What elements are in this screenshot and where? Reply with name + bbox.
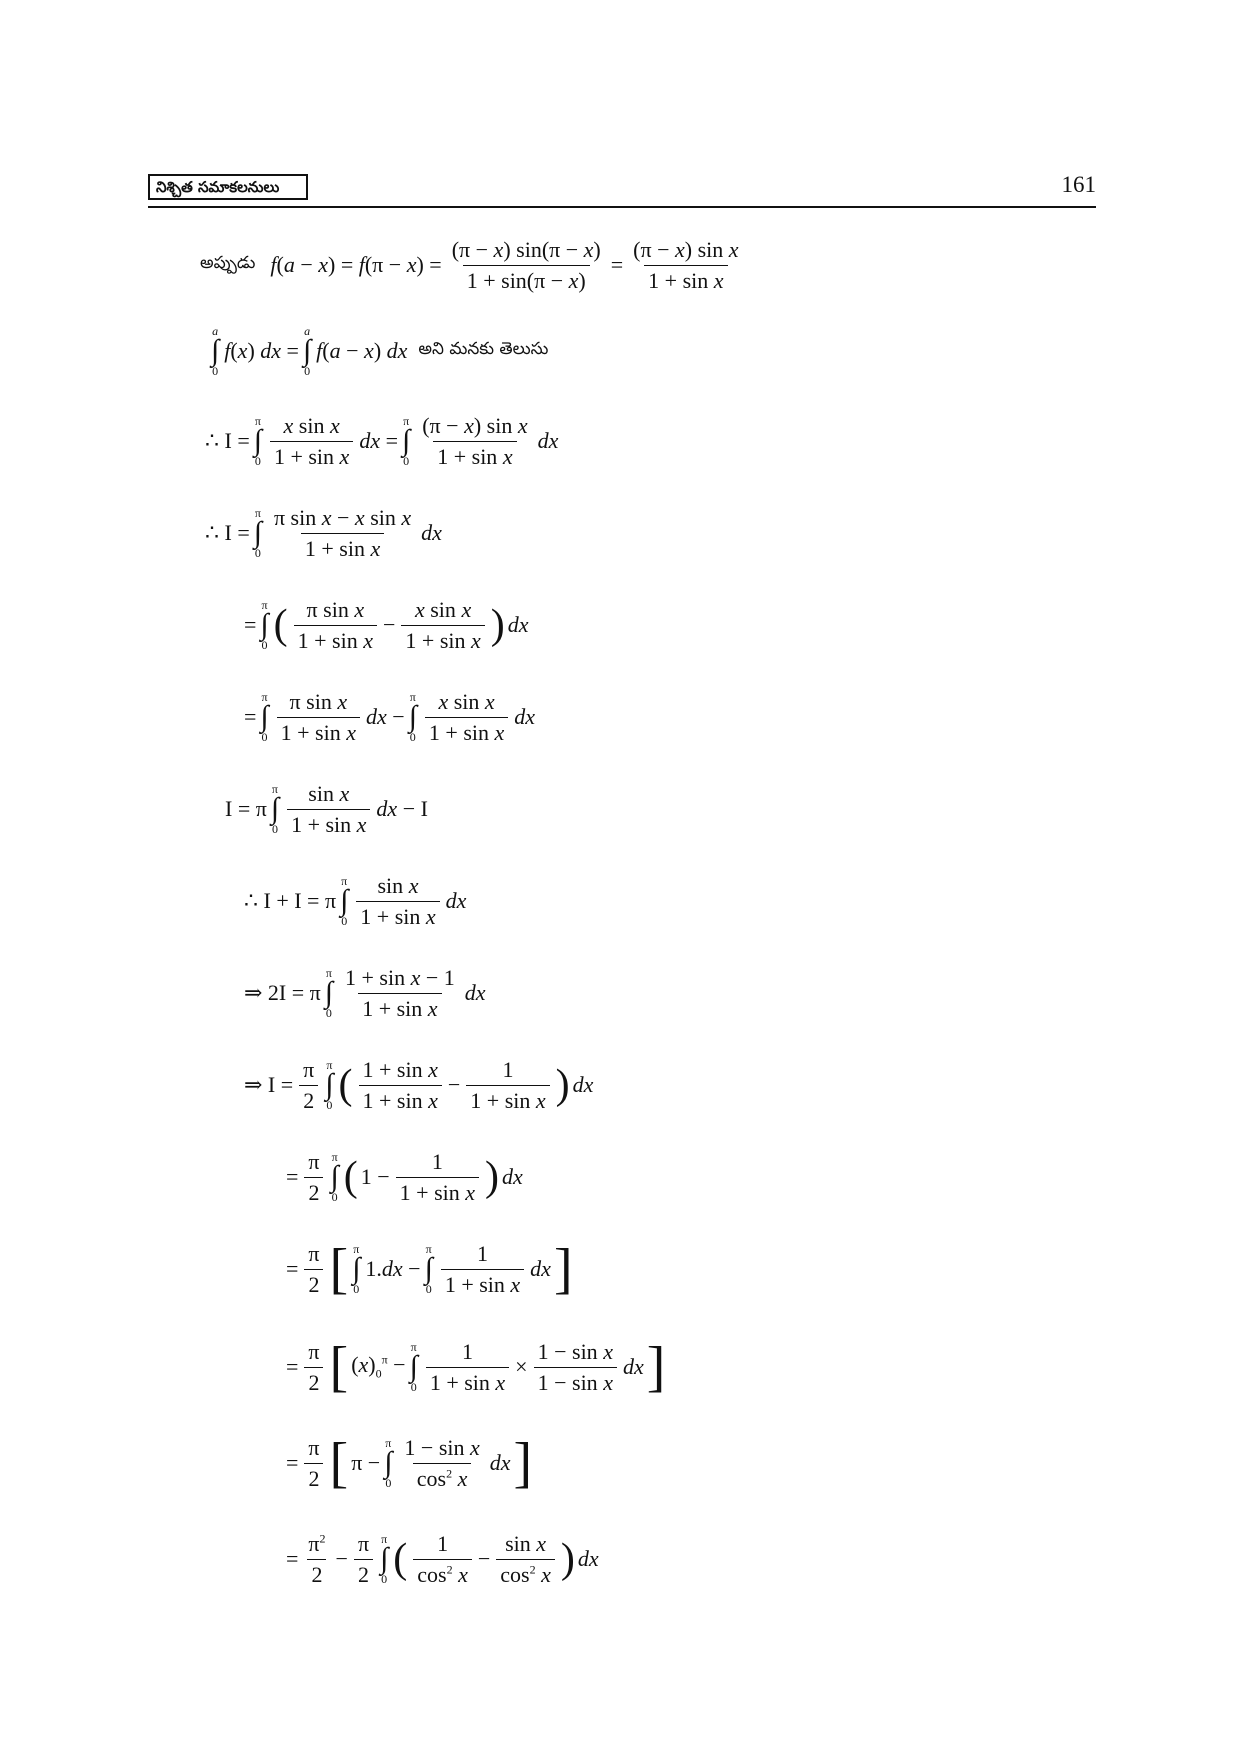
equation-6: = π ∫ 0 $\frac{\text{π sin x}}{\text{1 + sin x}}$ dx − π ∫ 0 $\frac{\text{x sin x}}{\text{1 + sin x}}$ dx bbox=[244, 688, 536, 745]
equation-5: = π ∫ 0 ( $\frac{\text{π sin x}}{\text{1 + sin x}}$ − $\frac{\text{x sin x}}{\text{1 + sin x}}$ ) dx bbox=[244, 596, 529, 653]
equation-2: a ∫ 0 f(x) dx = a ∫ 0 f(a − x) dx అని మనకు తెలుసు bbox=[211, 324, 549, 378]
page-number: 161 bbox=[1061, 172, 1096, 197]
equation-3: ∴ I = π ∫ 0 $\frac{\text{x sin x}}{\text{1 + sin x}}$ dx = π ∫ 0 $\frac{\text{(π − x) sin x}}{\text{1 + sin x}}$ dx bbox=[205, 412, 559, 469]
equation-12: = $\frac{\pi}{2}$ [ π ∫ 0 1.dx − π ∫ 0 $\frac{1}{\text{1 + sin x}}$ dx ] bbox=[286, 1238, 573, 1300]
equation-7: I = π π ∫ 0 $\frac{\text{sin x}}{\text{1 + sin x}}$ dx − I bbox=[225, 780, 428, 837]
equation-4: ∴ I = π ∫ 0 $\frac{\text{π sin x − x sin x}}{\text{1 + sin x}}$ dx bbox=[205, 504, 442, 561]
text-ani-manaku-telusu: అని మనకు తెలుసు bbox=[418, 339, 549, 359]
equation-13: = $\frac{\pi}{2}$ [ $(x)_0^\pi$ − π ∫ 0 $\frac{1}{\text{1 + sin x}}$ × $\frac{\text{1 − sin x}}{\text{1 − sin x}}$ dx ] bbox=[286, 1336, 666, 1398]
section-title: నిశ్చిత సమాకలనులు bbox=[148, 174, 308, 200]
equation-1: అప్పుడు f(a − x) = f(π − x) = $\frac{(\pi - x) \sin(\pi - x)}{1 + \sin(\pi - x)}$ = $\frac{\text{(π − x) sin x}}{\text{1 + sin x}}$ bbox=[200, 236, 739, 293]
equation-11: = $\frac{\pi}{2}$ π ∫ 0 ( 1 − $\frac{1}{\text{1 + sin x}}$ ) dx bbox=[286, 1148, 523, 1205]
equation-9: ⇒ 2I = π π ∫ 0 $\frac{\text{1 + sin x − 1}}{\text{1 + sin x}}$ dx bbox=[244, 964, 486, 1021]
text-appudu: అప్పుడు bbox=[200, 253, 256, 273]
equation-10: ⇒ I = $\frac{\pi}{2}$ π ∫ 0 ( $\frac{\text{1 + sin x}}{\text{1 + sin x}}$ − $\frac{1}{\text{1 + sin x}}$ ) dx bbox=[244, 1056, 594, 1113]
equation-15: = $\frac{\pi^2}{2}$ − $\frac{\pi}{2}$ π ∫ 0 ( $\frac{1}{\cos^2 x}$ − $\frac{\text{sin x}}{\cos^2 x}$ ) dx bbox=[286, 1530, 599, 1587]
equation-8: ∴ I + I = π π ∫ 0 $\frac{\text{sin x}}{\text{1 + sin x}}$ dx bbox=[244, 872, 467, 929]
equation-14: = $\frac{\pi}{2}$ [ π − π ∫ 0 $\frac{\text{1 − sin x}}{\cos^2 x}$ dx ] bbox=[286, 1432, 533, 1494]
